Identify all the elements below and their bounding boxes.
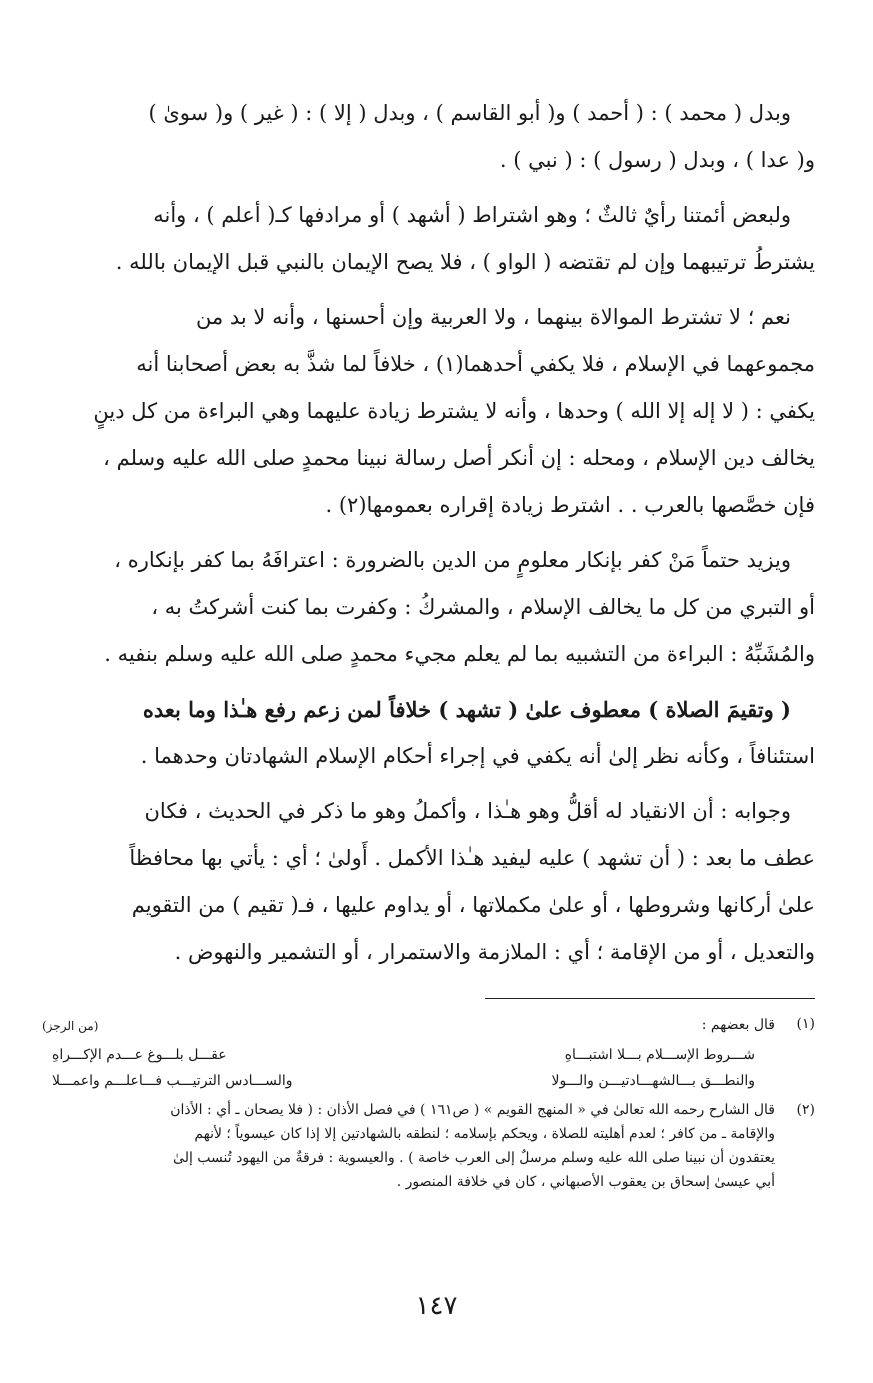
paragraph-4 [42,537,815,678]
text-line: و( عدا ) ، وبدل ( رسول ) : ( نبي ) . [499,148,815,172]
text-line: عطف ما بعد : ( أن تشهد ) عليه ليفيد هـٰذا الأكمل . أَولىٰ ؛ أي : يأتي بها محافظاً [129,846,815,870]
text-line: يشترطُ ترتيبهما وإن لم تقتضه ( الواو ) ، فلا يصح الإيمان بالنبي قبل الإيمان بالله . [115,250,815,274]
text-line: فإن خصَّصها بالعرب . . اشترط زيادة إقراره بعمومها(٢) . [325,493,815,517]
text-line: والتعديل ، أو من الإقامة ؛ أي : الملازمة والاستمرار ، أو التشمير والنهوض . [174,940,815,964]
verse-line [42,1042,775,1068]
footnote-body [42,1098,775,1194]
text-line: أو التبري من كل ما يخالف الإسلام ، والمشركُ : وكفرت بما كنت أشركتُ به ، [151,595,815,619]
text-line: مجموعهما في الإسلام ، فلا يكفي أحدهما(١) ، خلافاً لما شذَّ به بعض أصحابنا أنه [136,352,815,376]
paragraph-2 [42,192,815,286]
footnote-line: أبي عيسىٰ إسحاق بن يعقوب الأصبهاني ، كان في خلافة المنصور . [396,1174,775,1190]
paragraph-6 [42,788,815,976]
text-line: وجوابه : أن الانقياد له أقلُّ وهو هـٰذا ، وأكملُ وهو ما ذكر في الحديث ، فكان [144,799,791,823]
text-line: يكفي : ( لا إله إلا الله ) وحدها ، وأنه لا يشترط زيادة عليهما وهي البراءة من كل دينٍ [93,399,815,423]
text-line: استئنافاً ، وكأنه نظر إلىٰ أنه يكفي في إجراء أحكام الإسلام الشهادتان وحدهما . [140,744,815,768]
verse-hemistich: شـــروط الإســـلام بـــلا اشتبـــاهِ [564,1047,755,1063]
footnote-separator [485,998,815,999]
paragraph-5 [42,686,815,780]
text-line: وبدل ( محمد ) : ( أحمد ) و( أبو القاسم ) ، وبدل ( إلا ) : ( غير ) و( سوىٰ ) [148,101,791,125]
text-line: علىٰ أركانها وشروطها ، أو علىٰ مكملاتها ، أو يداوم عليها ، فـ( تقيم ) من التقويم [131,893,815,917]
footnote-body [42,1012,775,1094]
text-line: والمُشَبِّهُ : البراءة من التشبيه بما لم يعلم مجيء محمدٍ صلى الله عليه وسلم بنفيه . [104,642,815,666]
verse-meter: (من الرجز) [42,1019,99,1033]
footnote-line: يعتقدون أن نبينا صلى الله عليه وسلم مرسلٌ إلى العرب خاصة ) . والعيسوية : فرقةٌ من اليهود تُنسب إلىٰ [173,1150,775,1166]
page-number: ١٤٧ [415,1291,458,1321]
footnote-intro: قال بعضهم : [701,1017,775,1033]
text-line: نعم ؛ لا تشترط الموالاة بينهما ، ولا العربية وإن أحسنها ، وأنه لا بد من [195,305,791,329]
paragraph-1 [42,90,815,184]
footnote-number: (٢) [796,1102,815,1118]
text-line: ولبعض أئمتنا رأيٌ ثالثٌ ؛ وهو اشتراط ( أشهد ) أو مرادفها كـ( أعلم ) ، وأنه [153,203,791,227]
verse-hemistich: والنطـــق بـــالشهـــادتيـــن والـــولا [551,1073,755,1089]
verse-hemistich: والســـادس الترتيـــب فـــاعلـــم واعمـــلا [52,1073,293,1089]
footnote-1 [42,1012,815,1094]
main-text [42,90,815,984]
text-line: ويزيد حتماً مَنْ كفر بإنكار معلومٍ من الدين بالضرورة : اعترافَهُ بما كفر بإنكاره ، [114,548,791,572]
footnote-number: (١) [796,1016,815,1032]
footnote-line: قال الشارح رحمه الله تعالىٰ في « المنهج القويم » ( ص١٦١ ) في فصل الأذان : ( فلا يصحان ـ أي : الأذان [170,1102,775,1118]
verse-line [42,1068,775,1094]
text-line: ( وتقيمَ الصلاة ) معطوف علىٰ ( تشهد ) خلافاً لمن زعم رفع هـٰذا وما بعده [142,697,791,722]
text-line: يخالف دين الإسلام ، ومحله : إن أنكر أصل رسالة نبينا محمدٍ صلى الله عليه وسلم ، [103,446,815,470]
footnotes [42,1012,815,1194]
verse-hemistich: عقـــل بلـــوغ عـــدم الإكـــراهِ [52,1047,227,1063]
footnote-line: والإقامة ـ من كافر ؛ لعدم أهليته للصلاة ، ويحكم بإسلامه ؛ لنطقه بالشهادتين إلا إذا كان عيسوياً ؛ لأنهم [194,1126,775,1142]
footnote-2 [42,1098,815,1194]
paragraph-3 [42,294,815,529]
